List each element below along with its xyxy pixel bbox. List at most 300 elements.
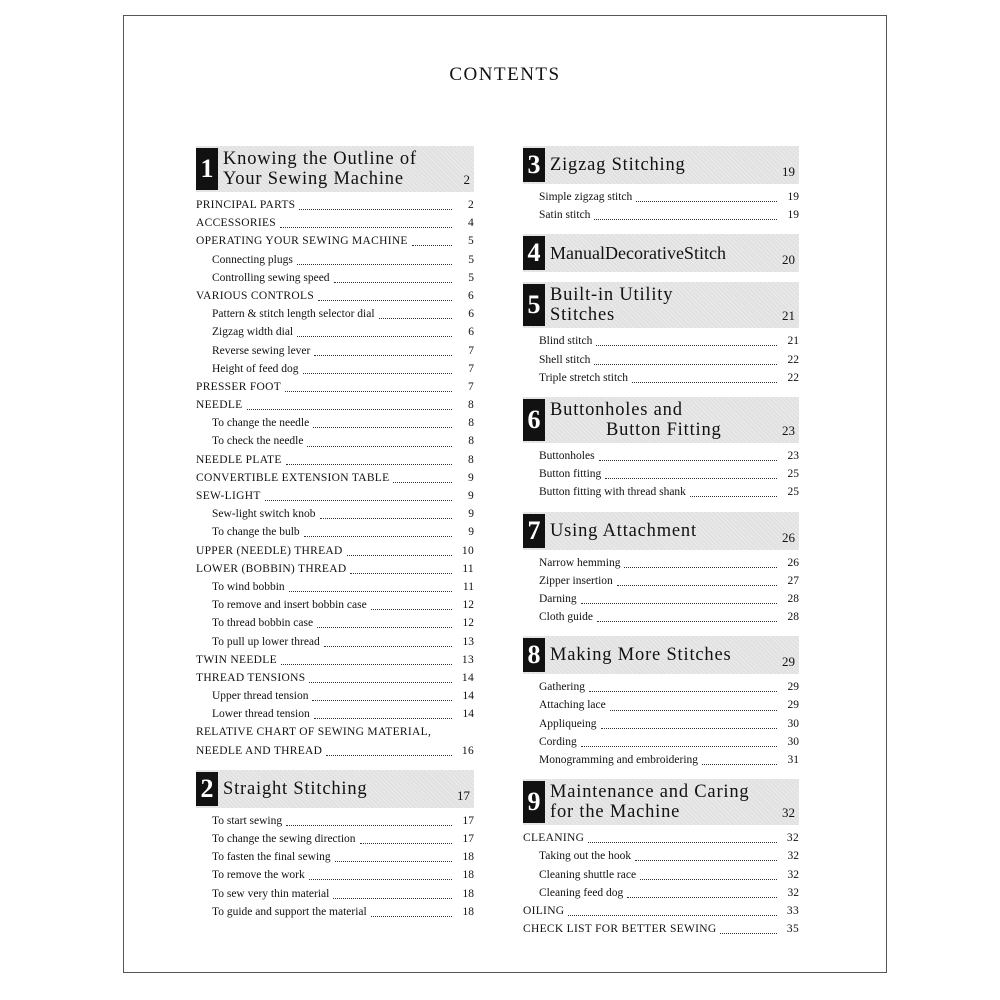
entry-page-number: 7 [468, 344, 474, 357]
toc-entry[interactable] [523, 678, 799, 696]
dot-leader [599, 451, 777, 461]
dot-leader [247, 400, 452, 410]
entry-list [523, 678, 799, 769]
entry-label: CONVERTIBLE EXTENSION TABLE [196, 471, 390, 484]
section-title-line-2: for the Machine [550, 802, 681, 823]
entry-page-number: 22 [787, 371, 799, 384]
section-title [550, 285, 778, 325]
right-column [523, 146, 799, 948]
entry-page-number: 18 [462, 905, 474, 918]
entry-label: To change the bulb [212, 526, 300, 539]
toc-entry[interactable] [196, 360, 474, 378]
entry-page-number: 9 [467, 471, 474, 484]
section-title-line-1: Knowing the Outline of [223, 149, 417, 169]
entry-page-number: 9 [468, 526, 474, 539]
dot-leader [297, 327, 452, 337]
entry-page-number: 33 [786, 904, 799, 917]
section-1 [196, 146, 474, 760]
section-number-badge: 9 [523, 781, 545, 823]
entry-label: To pull up lower thread [212, 635, 320, 648]
entry-page-number: 4 [467, 217, 474, 230]
toc-entry[interactable] [196, 287, 474, 305]
toc-entry[interactable] [196, 560, 474, 578]
entry-page-number: 30 [787, 717, 799, 730]
entry-page-number: 17 [462, 814, 474, 827]
entry-label: UPPER (NEEDLE) THREAD [196, 544, 343, 557]
entry-label: Sew-light switch knob [212, 508, 316, 521]
toc-entry[interactable] [196, 723, 474, 741]
dot-leader [371, 907, 452, 917]
dot-leader [720, 924, 777, 934]
toc-entry[interactable] [196, 669, 474, 687]
dot-leader [303, 364, 452, 374]
toc-entry[interactable] [196, 414, 474, 432]
section-page-number: 29 [782, 654, 795, 670]
toc-entry[interactable] [523, 829, 799, 847]
entry-page-number: 23 [787, 449, 799, 462]
toc-entry[interactable] [196, 812, 474, 830]
dot-leader [640, 870, 777, 880]
entry-label: Attaching lace [539, 699, 606, 712]
entry-label: To remove the work [212, 869, 305, 882]
dot-leader [601, 719, 778, 729]
section-number-badge: 6 [523, 399, 545, 441]
dot-leader [335, 852, 452, 862]
entry-label: Upper thread tension [212, 690, 309, 703]
toc-entry[interactable] [196, 848, 474, 866]
entry-page-number: 26 [787, 556, 799, 569]
dot-leader [280, 218, 452, 228]
dot-leader [596, 336, 777, 346]
dot-leader [326, 746, 452, 756]
entry-page-number: 22 [787, 353, 799, 366]
spacer [523, 942, 799, 948]
entry-page-number: 10 [461, 544, 474, 557]
entry-page-number: 35 [786, 923, 799, 936]
entry-page-number: 25 [787, 486, 799, 499]
section-page-number: 2 [463, 172, 470, 187]
entry-page-number: 8 [467, 399, 474, 412]
section-title [550, 521, 778, 541]
section-title [550, 645, 778, 665]
entry-list [196, 196, 474, 760]
entry-page-number: 5 [467, 235, 474, 248]
entry-label: Button fitting with thread shank [539, 486, 686, 499]
entry-page-number: 5 [468, 271, 474, 284]
toc-entry[interactable] [523, 715, 799, 733]
entry-label: CLEANING [523, 832, 585, 845]
toc-entry[interactable] [196, 305, 474, 323]
dot-leader [347, 546, 452, 556]
toc-entry[interactable] [523, 554, 799, 572]
entry-label: NEEDLE AND THREAD [196, 744, 323, 757]
section-title-line-2: Button Fitting [606, 419, 722, 440]
dot-leader [309, 870, 452, 880]
toc-entry[interactable] [196, 542, 474, 560]
dot-leader [281, 655, 452, 665]
entry-page-number: 30 [787, 735, 799, 748]
entry-list [523, 188, 799, 224]
toc-entry[interactable] [523, 733, 799, 751]
entry-page-number: 17 [462, 833, 474, 845]
entry-label: To start sewing [212, 814, 283, 827]
section-page-number: 19 [782, 164, 795, 179]
entry-page-number: 11 [462, 562, 474, 575]
entry-page-number: 6 [467, 289, 474, 302]
section-heading[interactable] [523, 779, 799, 825]
section-heading[interactable] [523, 636, 799, 674]
entry-page-number: 6 [468, 308, 474, 321]
dot-leader [636, 192, 777, 202]
section-heading[interactable] [196, 770, 474, 808]
entry-label: Triple stretch stitch [539, 371, 629, 384]
section-heading[interactable] [196, 146, 474, 192]
dot-leader [318, 291, 452, 301]
dot-leader [412, 236, 452, 246]
dot-leader [297, 255, 452, 265]
toc-entry[interactable] [523, 590, 799, 608]
section-title [550, 400, 778, 440]
entry-label: To guide and support the material [212, 905, 367, 918]
toc-entry[interactable] [196, 651, 474, 669]
section-number-badge: 7 [523, 514, 545, 548]
section-page-number: 20 [782, 252, 795, 268]
entry-page-number: 9 [467, 490, 474, 502]
toc-entry[interactable] [196, 742, 474, 760]
toc-entry[interactable] [196, 523, 474, 541]
entry-label: Reverse sewing lever [212, 344, 311, 357]
entry-label: To remove and insert bobbin case [212, 599, 367, 612]
section-title-line-1: Making More Stitches [550, 645, 732, 666]
section-number-badge: 8 [523, 638, 545, 672]
dot-leader [581, 737, 777, 747]
entry-label: PRINCIPAL PARTS [196, 199, 296, 211]
toc-entry[interactable] [523, 751, 799, 769]
entry-label: CHECK LIST FOR BETTER SEWING [523, 923, 717, 936]
toc-entry[interactable] [196, 432, 474, 450]
entry-label: Button fitting [539, 468, 602, 481]
entry-page-number: 8 [468, 435, 474, 448]
entry-label: To thread bobbin case [212, 617, 314, 630]
section-title-line-1: Built-in Utility [550, 285, 674, 306]
entry-page-number: 14 [462, 690, 474, 703]
section-4 [523, 234, 799, 272]
dot-leader [594, 355, 777, 365]
entry-label: Narrow hemming [539, 556, 621, 569]
section-8 [523, 636, 799, 769]
dot-leader [588, 833, 777, 843]
entry-list [523, 332, 799, 387]
entry-page-number: 28 [787, 592, 799, 605]
toc-entry[interactable] [196, 196, 474, 214]
section-number-badge: 5 [523, 284, 545, 326]
entry-page-number: 32 [786, 832, 799, 845]
entry-page-number: 27 [787, 574, 799, 587]
dot-leader [627, 888, 777, 898]
dot-leader [393, 473, 452, 483]
entry-page-number: 21 [787, 335, 799, 348]
section-2 [196, 770, 474, 921]
dot-leader [635, 851, 777, 861]
toc-entry[interactable] [523, 902, 799, 920]
toc-entry[interactable] [196, 614, 474, 632]
toc-entry[interactable] [523, 351, 799, 369]
entry-label: OILING [523, 904, 565, 917]
entry-label: Height of feed dog [212, 362, 299, 375]
toc-entry[interactable] [196, 378, 474, 396]
entry-label: PRESSER FOOT [196, 380, 282, 393]
toc-entry[interactable] [523, 483, 799, 501]
section-title-line-1: Zigzag Stitching [550, 155, 686, 175]
toc-entry[interactable] [523, 332, 799, 350]
entry-label: Darning [539, 592, 577, 605]
toc-entry[interactable] [523, 465, 799, 483]
entry-page-number: 32 [787, 868, 799, 881]
entry-label: TWIN NEEDLE [196, 653, 277, 666]
section-number-badge: 3 [523, 148, 545, 182]
dot-leader [605, 469, 777, 479]
section-9 [523, 779, 799, 938]
section-title [550, 155, 778, 175]
entry-label: Monogramming and embroidering [539, 754, 699, 766]
section-heading[interactable] [523, 234, 799, 272]
entry-page-number: 16 [461, 744, 474, 757]
entry-page-number: 32 [787, 886, 799, 899]
entry-label: Cording [539, 735, 577, 748]
toc-entry[interactable] [196, 705, 474, 723]
entry-page-number: 28 [787, 611, 799, 624]
section-6 [523, 397, 799, 502]
dot-leader [289, 582, 452, 592]
dot-leader [307, 437, 452, 447]
entry-label: Shell stitch [539, 353, 591, 366]
section-title-line-1: Maintenance and Caring [550, 782, 750, 803]
entry-page-number: 32 [787, 850, 799, 863]
entry-label: Lower thread tension [212, 708, 310, 721]
entry-label: To check the needle [212, 435, 304, 448]
entry-label: Pattern & stitch length selector dial [212, 308, 375, 321]
entry-page-number: 2 [467, 199, 474, 211]
entry-page-number: 14 [461, 671, 474, 684]
entry-page-number: 19 [787, 191, 799, 203]
section-7 [523, 512, 799, 627]
toc-entry[interactable] [196, 214, 474, 232]
entry-label: Taking out the hook [539, 850, 632, 863]
toc-entry[interactable] [196, 578, 474, 596]
section-3 [523, 146, 799, 224]
toc-entry[interactable] [196, 505, 474, 523]
toc-entry[interactable] [196, 469, 474, 487]
entry-label: NEEDLE [196, 399, 243, 412]
section-title-line-1: Using Attachment [550, 520, 697, 541]
dot-leader [312, 691, 452, 701]
entry-page-number: 29 [787, 681, 799, 694]
entry-label: To sew very thin material [212, 887, 330, 900]
entry-label: To change the needle [212, 417, 310, 430]
toc-entry[interactable] [523, 206, 799, 224]
entry-page-number: 5 [468, 253, 474, 266]
section-title-line-2: Your Sewing Machine [223, 169, 404, 189]
section-heading[interactable] [523, 397, 799, 443]
page-title: CONTENTS [449, 64, 561, 85]
dot-leader [617, 576, 777, 586]
toc-entry[interactable] [196, 232, 474, 250]
section-number-badge: 1 [196, 148, 218, 190]
entry-page-number: 8 [468, 417, 474, 430]
toc-entry[interactable] [196, 342, 474, 360]
entry-page-number: 18 [462, 869, 474, 882]
entry-page-number: 6 [468, 326, 474, 339]
entry-label: To fasten the final sewing [212, 851, 331, 864]
entry-page-number: 18 [462, 887, 474, 900]
entry-label: Simple zigzag stitch [539, 191, 633, 203]
dot-leader [314, 709, 452, 719]
dot-leader [624, 558, 777, 568]
toc-entry[interactable] [196, 451, 474, 469]
dot-leader [702, 755, 777, 765]
dot-leader [597, 612, 777, 622]
entry-label: VARIOUS CONTROLS [196, 289, 315, 302]
section-title [550, 782, 778, 822]
section-title-line-1: ManualDecorativeStitch [550, 243, 726, 264]
section-5 [523, 282, 799, 387]
dot-leader [568, 906, 777, 916]
toc-entry[interactable] [196, 487, 474, 505]
entry-label: Zipper insertion [539, 574, 613, 587]
section-heading[interactable] [523, 282, 799, 328]
entry-label: NEEDLE PLATE [196, 453, 282, 466]
entry-label: Buttonholes [539, 449, 595, 462]
dot-leader [334, 273, 452, 283]
dot-leader [265, 491, 452, 501]
toc-entry[interactable] [523, 866, 799, 884]
dot-leader [435, 728, 452, 737]
section-title [223, 779, 453, 799]
entry-list [523, 554, 799, 627]
dot-leader [314, 346, 452, 356]
entry-list [523, 447, 799, 502]
dot-leader [371, 600, 452, 610]
toc-entry[interactable] [196, 830, 474, 848]
section-title [550, 243, 778, 263]
toc-entry[interactable] [523, 696, 799, 714]
entry-page-number: 13 [461, 653, 474, 666]
entry-page-number: 19 [787, 209, 799, 222]
entry-label: To change the sewing direction [212, 833, 356, 845]
section-page-number: 17 [457, 787, 470, 803]
entry-page-number: 18 [462, 851, 474, 864]
dot-leader [320, 509, 453, 519]
section-title-line-1: Straight Stitching [223, 778, 368, 799]
entry-label: LOWER (BOBBIN) THREAD [196, 562, 347, 575]
toc-entry[interactable] [196, 687, 474, 705]
toc-entry[interactable] [523, 847, 799, 865]
entry-page-number: 7 [467, 380, 474, 393]
entry-page-number: 25 [787, 468, 799, 481]
dot-leader [299, 200, 452, 210]
entry-label: RELATIVE CHART OF SEWING MATERIAL, [196, 726, 432, 739]
dot-leader [632, 373, 777, 383]
entry-label: ACCESSORIES [196, 217, 276, 230]
toc-entry[interactable] [196, 251, 474, 269]
dot-leader [360, 834, 452, 844]
entry-label: OPERATING YOUR SEWING MACHINE [196, 235, 408, 248]
section-title [223, 149, 460, 189]
entry-page-number: 12 [462, 617, 474, 630]
section-heading[interactable] [523, 512, 799, 550]
dot-leader [286, 816, 452, 826]
entry-page-number: 31 [787, 754, 799, 766]
section-heading[interactable] [523, 146, 799, 184]
dot-leader [286, 455, 452, 465]
dot-leader [581, 594, 777, 604]
entry-label: Cloth guide [539, 611, 593, 624]
toc-entry[interactable] [196, 885, 474, 903]
toc-entry[interactable] [196, 269, 474, 287]
entry-label: Zigzag width dial [212, 326, 294, 339]
dot-leader [610, 701, 777, 711]
toc-entry[interactable] [196, 323, 474, 341]
dot-leader [317, 618, 452, 628]
entry-page-number: 7 [468, 362, 474, 375]
toc-entry[interactable] [523, 447, 799, 465]
section-title-line-1: Buttonholes and [550, 399, 683, 420]
dot-leader [285, 382, 452, 392]
toc-entry[interactable] [523, 920, 799, 938]
entry-page-number: 9 [468, 508, 474, 521]
dot-leader [589, 682, 777, 692]
toc-entry[interactable] [523, 188, 799, 206]
entry-page-number: 29 [787, 699, 799, 712]
toc-entry[interactable] [523, 369, 799, 387]
entry-label: Connecting plugs [212, 253, 293, 266]
entry-label: SEW-LIGHT [196, 490, 261, 502]
entry-page-number: 14 [462, 708, 474, 721]
entry-label: Cleaning shuttle race [539, 868, 637, 881]
section-page-number: 21 [782, 308, 795, 324]
toc-entry[interactable] [196, 596, 474, 614]
left-column [196, 146, 474, 925]
entry-label: Cleaning feed dog [539, 886, 624, 899]
entry-label: Appliqueing [539, 717, 597, 730]
dot-leader [333, 889, 452, 899]
toc-entry[interactable] [196, 866, 474, 884]
toc-entry[interactable] [196, 633, 474, 651]
section-number-badge: 2 [196, 772, 218, 806]
dot-leader [594, 210, 777, 220]
entry-label: Blind stitch [539, 335, 593, 348]
entry-label: Gathering [539, 681, 585, 694]
entry-page-number: 13 [462, 635, 474, 648]
section-number-badge: 4 [523, 236, 545, 270]
dot-leader [350, 564, 452, 574]
toc-entry[interactable] [523, 884, 799, 902]
toc-entry[interactable] [196, 903, 474, 921]
entry-label: To wind bobbin [212, 580, 285, 593]
dot-leader [379, 309, 452, 319]
dot-leader [309, 673, 452, 683]
entry-page-number: 8 [467, 453, 474, 466]
section-page-number: 26 [782, 529, 795, 545]
entry-label: THREAD TENSIONS [196, 671, 306, 684]
contents-page [123, 15, 887, 973]
toc-entry[interactable] [523, 572, 799, 590]
entry-page-number: 12 [462, 599, 474, 612]
entry-label: Satin stitch [539, 209, 591, 222]
toc-entry[interactable] [523, 608, 799, 626]
toc-entry[interactable] [196, 396, 474, 414]
entry-page-number: 11 [462, 580, 474, 593]
